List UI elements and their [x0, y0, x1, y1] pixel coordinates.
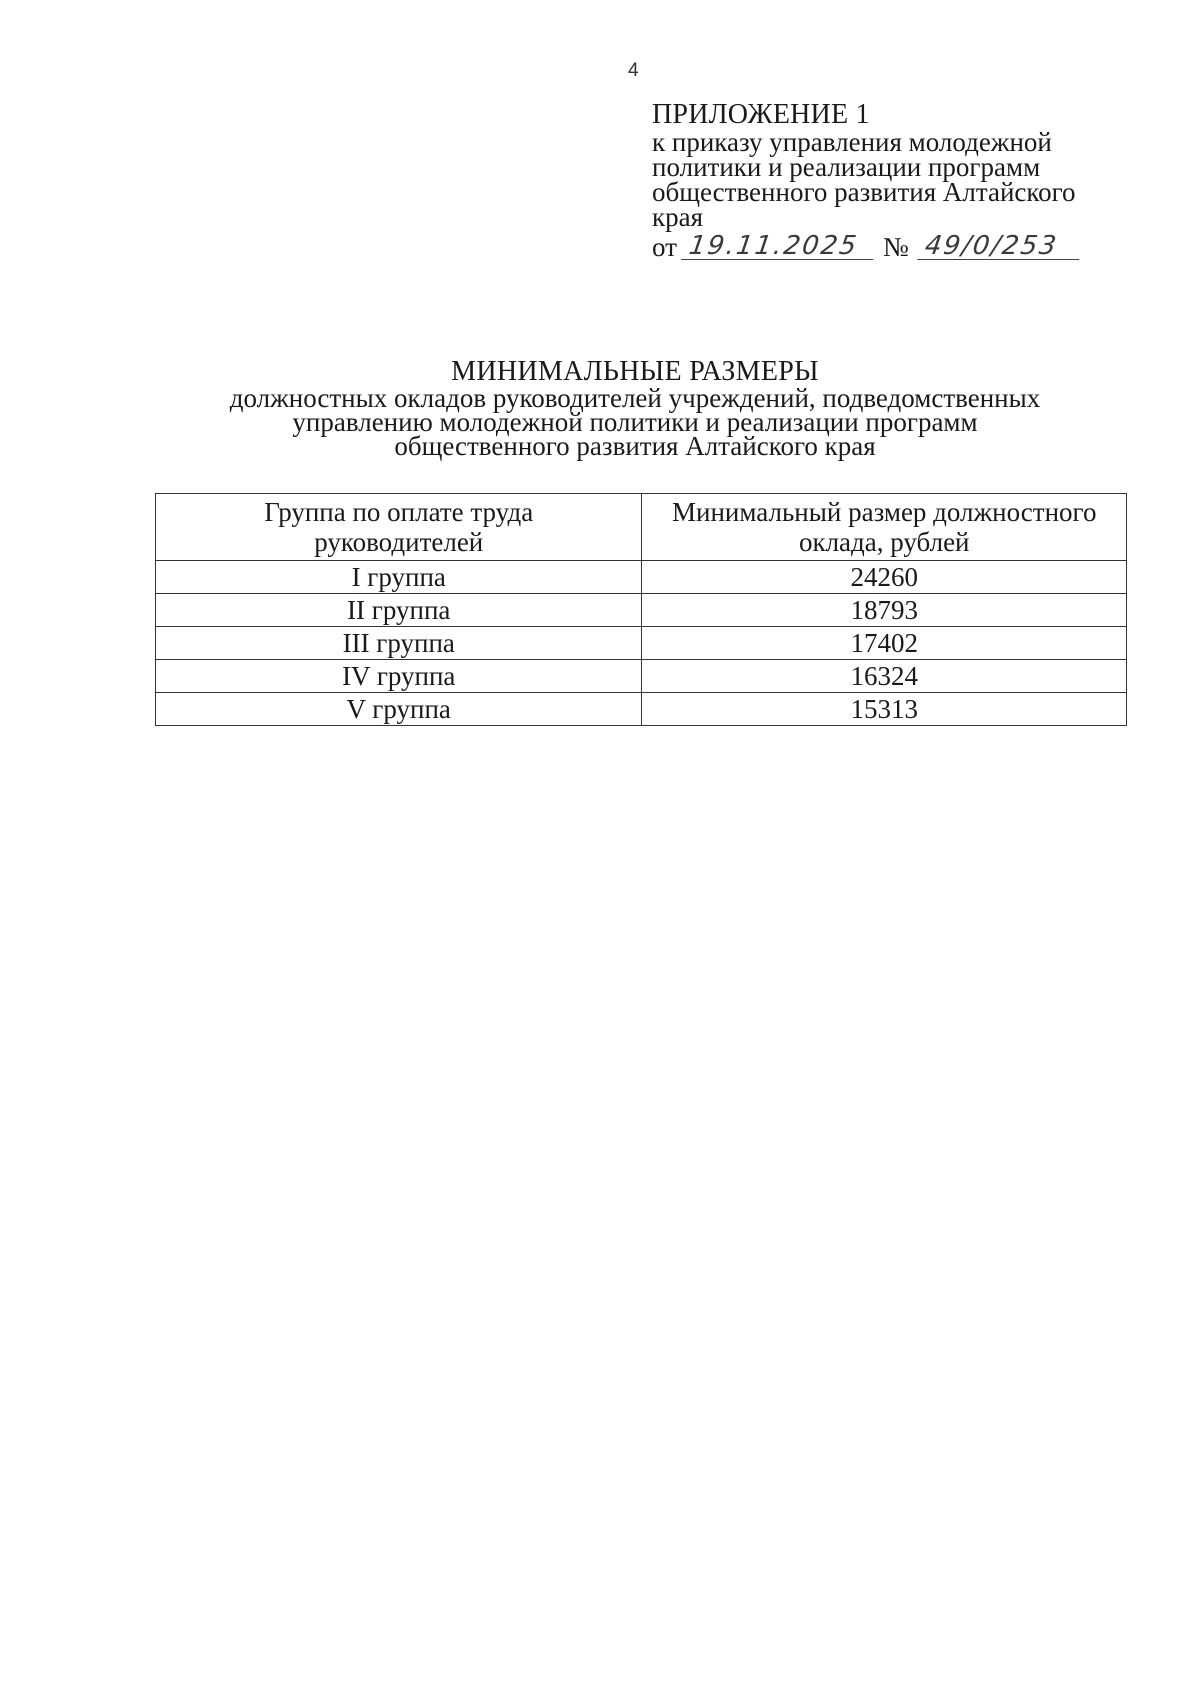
header-group-line: руководителей — [314, 527, 484, 557]
table-row — [156, 627, 1127, 660]
heading-line: должностных окладов руководителей учреждений, подведомственных — [229, 383, 1041, 413]
header-salary — [642, 494, 1127, 561]
handwritten-date: 19.11.2025 — [681, 233, 877, 260]
page-number: 4 — [628, 60, 639, 81]
header-salary-line: оклада, рублей — [798, 527, 970, 557]
appendix-block — [652, 100, 1172, 260]
group-cell: I группа — [156, 561, 642, 594]
appendix-line: политики и реализации программ — [652, 152, 1041, 182]
table-row — [156, 561, 1127, 594]
table-row — [156, 660, 1127, 693]
group-cell: V группа — [156, 693, 642, 726]
heading-line: общественного развития Алтайского края — [394, 431, 876, 461]
salary-cell: 24260 — [642, 561, 1127, 594]
group-cell: IV группа — [156, 660, 642, 693]
header-group — [156, 494, 642, 561]
salary-cell: 16324 — [642, 660, 1127, 693]
salary-cell: 17402 — [642, 627, 1127, 660]
date-prefix: от — [652, 232, 677, 262]
document-heading — [130, 356, 1140, 461]
salary-cell: 15313 — [642, 693, 1127, 726]
heading-title: МИНИМАЛЬНЫЕ РАЗМЕРЫ — [451, 356, 819, 387]
header-group-line: Группа по оплате труда — [264, 497, 534, 527]
handwritten-order-number: 49/0/253 — [917, 233, 1083, 260]
appendix-line: края — [652, 202, 704, 232]
appendix-title: ПРИЛОЖЕНИЕ 1 — [652, 99, 870, 130]
group-cell: III группа — [156, 627, 642, 660]
group-cell: II группа — [156, 594, 642, 627]
table-row — [156, 693, 1127, 726]
appendix-line: к приказу управления молодежной — [652, 127, 1052, 157]
number-sign: № — [882, 232, 909, 262]
salary-cell: 18793 — [642, 594, 1127, 627]
heading-line: управлению молодежной политики и реализации программ — [292, 407, 978, 437]
appendix-line: общественного развития Алтайского — [652, 177, 1076, 207]
salary-table — [155, 493, 1127, 726]
order-date-number-line — [652, 230, 1172, 260]
header-salary-line: Минимальный размер должностного — [672, 497, 1097, 527]
table-row — [156, 594, 1127, 627]
table-header-row — [156, 494, 1127, 561]
